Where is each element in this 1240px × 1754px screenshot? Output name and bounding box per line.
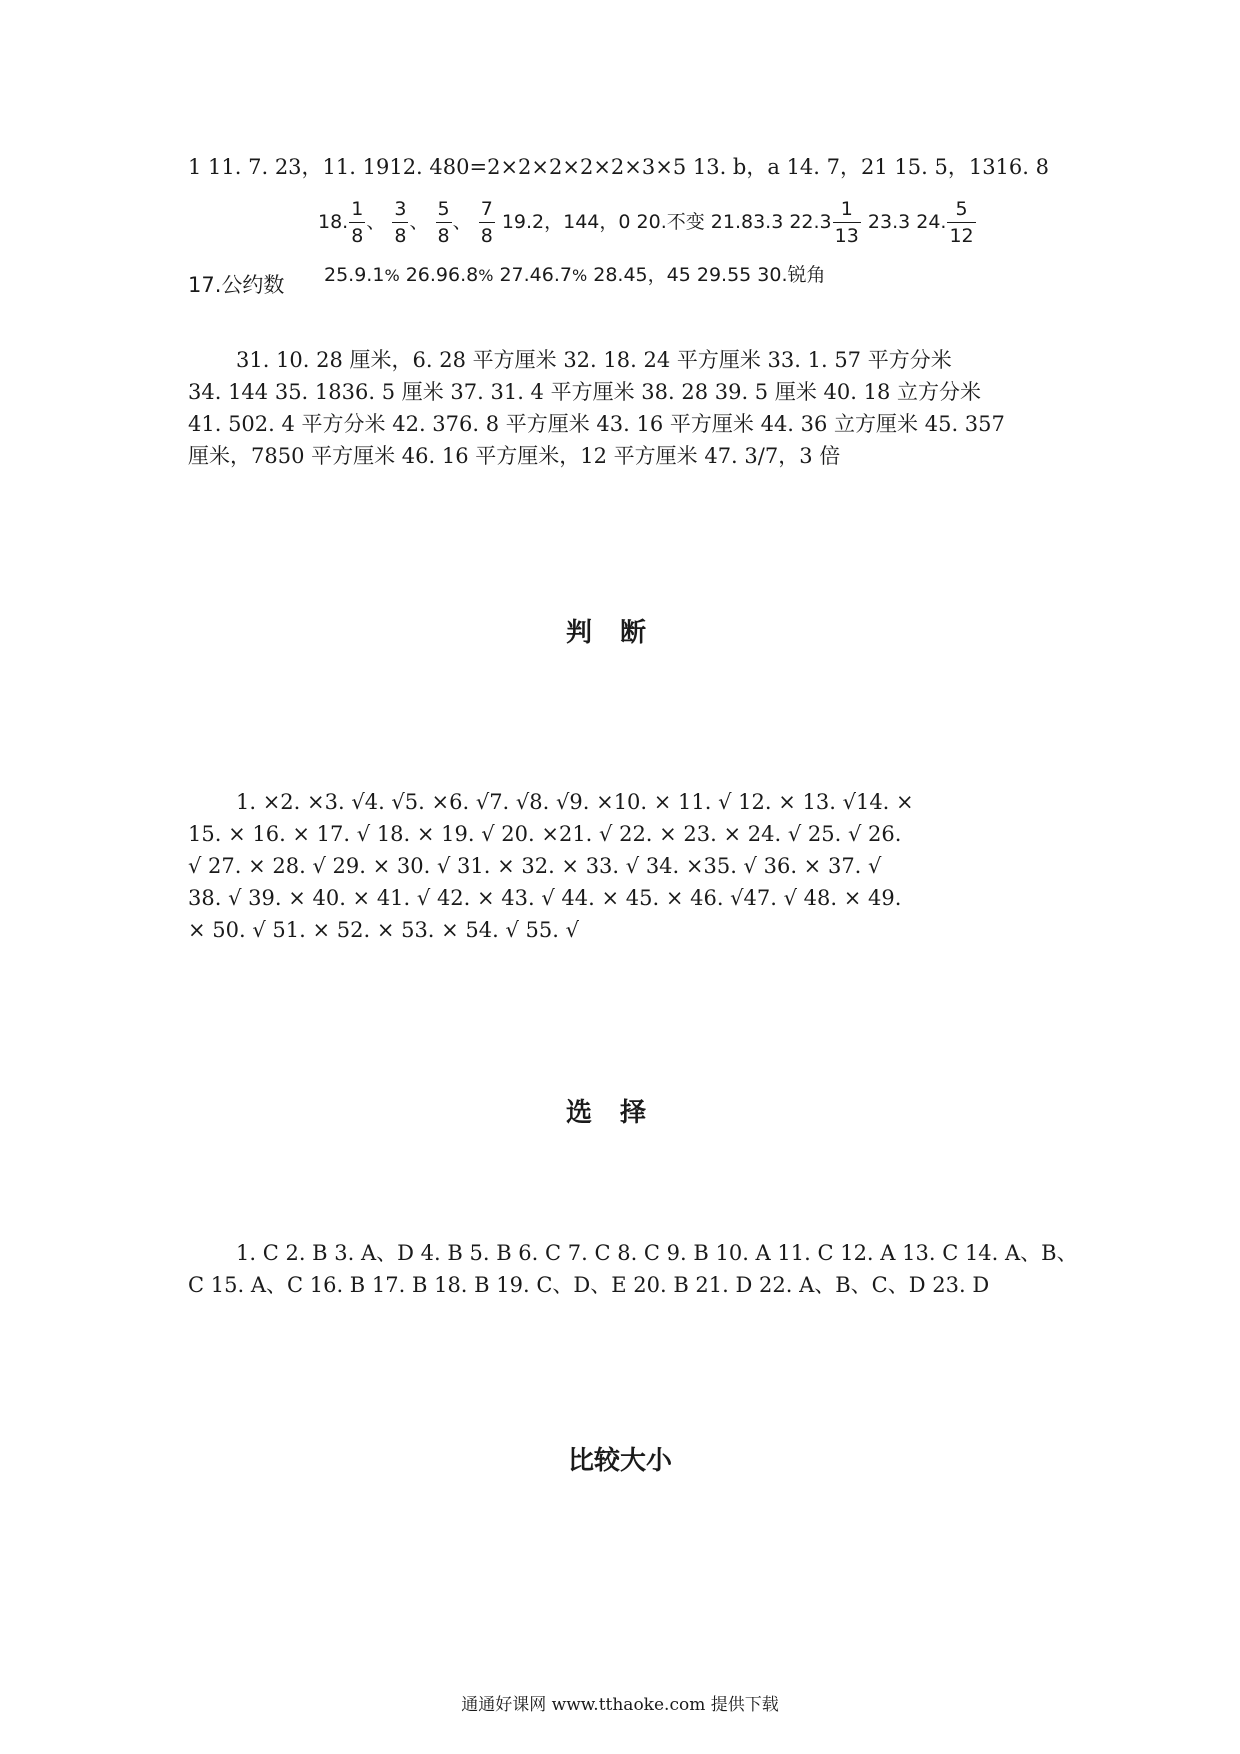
section-title-judgment: 判断 — [565, 618, 674, 648]
fill-mid-2: 23.3 24. — [867, 211, 947, 233]
common-divisor-label: 17.公约数 — [188, 273, 285, 297]
judgment-line-3: √ 27. × 28. √ 29. × 30. √ 31. × 32. × 33. √ 34. ×35. √ 36. × 37. √ — [188, 854, 882, 878]
fraction-3-8: $\frac{3}{8}$ — [394, 198, 407, 247]
separator: 、 — [409, 211, 429, 233]
fill-mid: 19.2，144，0 20.不变 21.83.3 22.3 — [501, 211, 832, 233]
choice-line-1: 1. C 2. B 3. A、D 4. B 5. B 6. C 7. C 8. C 9. B 10. A 11. C 12. A 13. C 14. A、B、 — [236, 1241, 1078, 1265]
fill-para-line-4: 厘米，7850 平方厘米 46. 16 平方厘米，12 平方厘米 47. 3/7，3 倍 — [188, 444, 841, 468]
fill-para-line-2: 34. 144 35. 1836. 5 厘米 37. 31. 4 平方厘米 38. 28 39. 5 厘米 40. 18 立方分米 — [188, 380, 981, 404]
fill-para-line-1: 31. 10. 28 厘米，6. 28 平方厘米 32. 18. 24 平方厘米 33. 1. 57 平方分米 — [236, 348, 952, 372]
fraction-1-8: $\frac{1}{8}$ — [351, 198, 364, 247]
fraction-7-8: $\frac{7}{8}$ — [480, 198, 493, 247]
separator: 、 — [366, 211, 386, 233]
judgment-line-5: × 50. √ 51. × 52. × 53. × 54. √ 55. √ — [188, 918, 580, 942]
section-title-choice: 选择 — [565, 1098, 674, 1128]
percent-answers: 25.9.1% 26.96.8% 27.46.7% 28.45，45 29.55 30.锐角 — [324, 264, 826, 286]
fill-para-line-3: 41. 502. 4 平方分米 42. 376. 8 平方厘米 43. 16 平方厘米 44. 36 立方厘米 45. 357 — [188, 412, 1005, 436]
judgment-line-4: 38. √ 39. × 40. × 41. √ 42. × 43. √ 44. × 45. × 46. √47. √ 48. × 49. — [188, 886, 902, 910]
fill-line-1: 1 11. 7. 23，11. 1912. 480=2×2×2×2×2×3×5 13. b，a 14. 7，21 15. 5，1316. 8 — [188, 155, 1049, 179]
judgment-line-1: 1. ×2. ×3. √4. √5. ×6. √7. √8. √9. ×10. × 11. √ 12. × 13. √14. × — [236, 790, 914, 814]
section-title-compare: 比较大小 — [567, 1446, 672, 1476]
fraction-5-8: $\frac{5}{8}$ — [437, 198, 450, 247]
choice-line-2: C 15. A、C 16. B 17. B 18. B 19. C、D、E 20. B 21. D 22. A、B、C、D 23. D — [188, 1273, 990, 1297]
fill-line-3 — [188, 264, 826, 301]
fill-line-2 — [318, 196, 977, 249]
judgment-line-2: 15. × 16. × 17. √ 18. × 19. √ 20. ×21. √ 22. × 23. × 24. √ 25. √ 26. — [188, 822, 902, 846]
fraction-1-13: $\frac{1}{13}$ — [834, 198, 859, 247]
separator: 、 — [452, 211, 472, 233]
fraction-5-12: $\frac{5}{12}$ — [949, 198, 974, 247]
fill-prefix-18: 18. — [318, 211, 349, 233]
footer-source: 通通好课网 www.tthaoke.com 提供下载 — [461, 1695, 779, 1715]
